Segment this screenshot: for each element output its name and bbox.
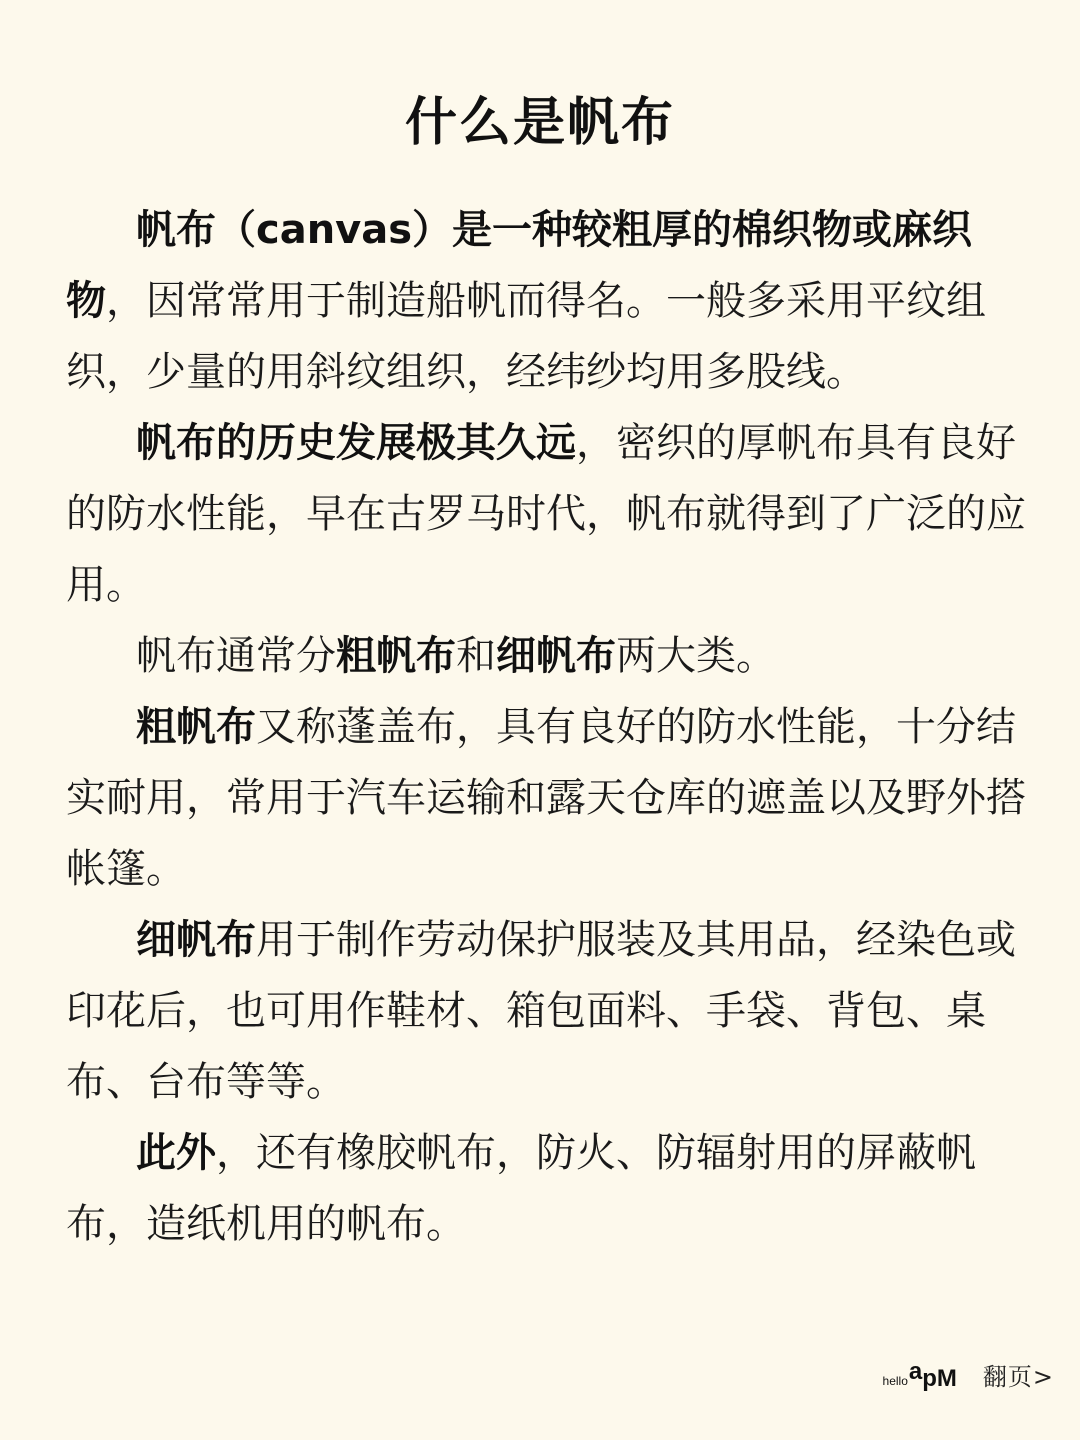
logo-text-pm: pM (922, 1365, 957, 1392)
paragraph (66, 408, 1026, 621)
body-text: ，因常常用于制造船帆而得名。一般多采用平纹组织，少量的用斜纹组织，经纬纱均用多股线。 (66, 278, 986, 395)
bold-text: 细帆布 (136, 917, 256, 963)
paragraph (66, 195, 1026, 408)
body-text: ，密织的厚帆布具有良好的防水性能，早在古罗马时代，帆布就得到了广泛的应用。 (66, 420, 1026, 608)
body-text: 又称蓬盖布，具有良好的防水性能，十分结实耐用，常用于汽车运输和露天仓库的遮盖以及野外搭帐篷。 (66, 704, 1026, 892)
bold-text: 帆布（canvas）是一种较粗厚的棉织物或麻织物 (66, 207, 973, 324)
body-text: 两大类。 (616, 633, 776, 679)
body-text: 用于制作劳动保护服装及其用品，经染色或印花后，也可用作鞋材、箱包面料、手袋、背包、桌布、台布等等。 (66, 917, 1016, 1105)
bold-text: 此外 (136, 1130, 216, 1176)
footer (883, 1352, 1054, 1392)
body-text: 帆布通常分 (136, 633, 336, 679)
brand-logo (882, 1358, 957, 1392)
article-body (66, 195, 1026, 1260)
paragraph (66, 1118, 1026, 1260)
next-page-link[interactable]: 翻页> (982, 1363, 1054, 1391)
paragraph (66, 905, 1026, 1118)
bold-text: 细帆布 (496, 633, 616, 679)
bold-text: 粗帆布 (336, 633, 456, 679)
page-title: 什么是帆布 (404, 93, 675, 153)
logo-text-a: a (908, 1358, 923, 1385)
bold-text: 帆布的历史发展极其久远 (136, 420, 576, 466)
body-text: ，还有橡胶帆布，防火、防辐射用的屏蔽帆布，造纸机用的帆布。 (66, 1130, 976, 1247)
bold-text: 粗帆布 (136, 704, 256, 750)
paragraph (66, 621, 1026, 692)
logo-text-small: hello (882, 1374, 908, 1388)
body-text: 和 (456, 633, 496, 679)
paragraph (66, 692, 1026, 905)
